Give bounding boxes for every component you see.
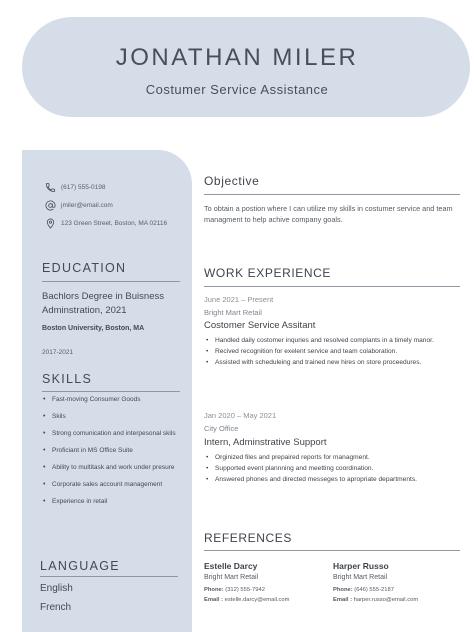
job-title: Intern, Adminstrative Support	[204, 437, 327, 448]
work-divider	[204, 286, 460, 287]
list-item: • Fast-moving Consumer Goods	[42, 393, 187, 407]
candidate-role: Costumer Service Assistance	[145, 82, 329, 97]
list-item: • Skils	[42, 410, 187, 424]
objective-text: To obtain a postion where I can utilize my skills in costumer service and team managment to help achive company goals.	[204, 204, 453, 224]
education-heading: EDUCATION	[42, 261, 127, 275]
reference-card	[204, 561, 334, 603]
list-item: • Recived recognition for exelent service and team colaboration.	[206, 346, 464, 357]
reference-card	[333, 561, 463, 603]
list-item: • Proficiant in MS Office Suite	[42, 444, 187, 458]
job-duties-list	[206, 335, 464, 369]
list-item: • Answered phones and directed messeges to apropriate departments.	[206, 474, 464, 485]
skills-heading: SKILLS	[42, 372, 93, 386]
phone-text: (617) 555-0198	[61, 183, 106, 191]
job-duties-list	[206, 452, 464, 486]
email-label: Email :	[333, 597, 353, 603]
reference-email-value: harper.russo@email.com	[353, 597, 419, 603]
list-item: • Orginized files and prepaired reports for managment.	[206, 452, 464, 463]
skills-list	[42, 393, 187, 512]
education-degree: Bachlors Degree in Buisness Adminstration, 2021	[42, 291, 164, 316]
references-heading: REFERENCES	[204, 531, 293, 545]
reference-email-value: estelle.darcy@email.com	[224, 597, 290, 603]
education-divider	[42, 281, 180, 282]
phone-label: Phone:	[333, 587, 353, 593]
contact-phone	[44, 181, 105, 193]
language-item: French	[40, 602, 72, 613]
objective-heading: Objective	[204, 174, 260, 188]
list-item: • Strong comunication and interpesonal skils	[42, 427, 187, 441]
reference-name: Estelle Darcy	[204, 561, 258, 571]
job-title: Costomer Service Assitant	[204, 320, 316, 331]
phone-icon	[44, 181, 56, 193]
skills-divider	[42, 391, 180, 392]
contact-address	[44, 217, 167, 229]
candidate-name: JONATHAN MILER	[115, 44, 359, 71]
education-years: 2017-2021	[42, 349, 74, 356]
job-company: City Office	[204, 424, 239, 433]
education-school: Boston University, Boston, MA	[42, 325, 145, 332]
reference-email	[333, 597, 463, 603]
language-heading: LANGUAGE	[40, 559, 120, 573]
address-text: 123 Green Street, Boston, MA 02116	[61, 219, 168, 227]
reference-phone	[333, 587, 463, 593]
email-text: jmiler@email.com	[61, 201, 113, 209]
list-item: • Experience in retail	[42, 495, 187, 509]
list-item: • Supported event plannning and meetting coordination.	[206, 463, 464, 474]
reference-phone-value: (646) 555-2187	[354, 587, 394, 593]
objective-divider	[204, 194, 460, 195]
list-item: • Handled daily costomer inquries and resolved complants in a timely manor.	[206, 335, 464, 346]
email-label: Email :	[204, 597, 224, 603]
language-divider	[40, 576, 178, 577]
job-dates: June 2021 – Present	[204, 295, 274, 304]
reference-phone	[204, 587, 334, 593]
reference-company: Bright Mart Retail	[204, 574, 259, 581]
list-item: • Assisted with scheduleing and trained new hires on store proceedures.	[206, 357, 464, 368]
list-item: • Corporate sales account management	[42, 478, 187, 492]
map-pin-icon	[44, 217, 56, 229]
phone-label: Phone:	[204, 587, 224, 593]
job-dates: Jan 2020 – May 2021	[204, 411, 277, 420]
work-heading: WORK EXPERIENCE	[204, 266, 332, 280]
contact-email	[44, 199, 113, 211]
at-sign-icon	[44, 199, 56, 211]
reference-company: Bright Mart Retail	[333, 574, 388, 581]
reference-email	[204, 597, 334, 603]
references-divider	[204, 550, 460, 551]
language-item: English	[40, 583, 73, 594]
reference-name: Harper Russo	[333, 561, 389, 571]
reference-phone-value: (312) 555-7942	[225, 587, 265, 593]
list-item: • Ability to multitask and work under presure	[42, 461, 187, 475]
job-company: Bright Mart Retail	[204, 308, 262, 317]
